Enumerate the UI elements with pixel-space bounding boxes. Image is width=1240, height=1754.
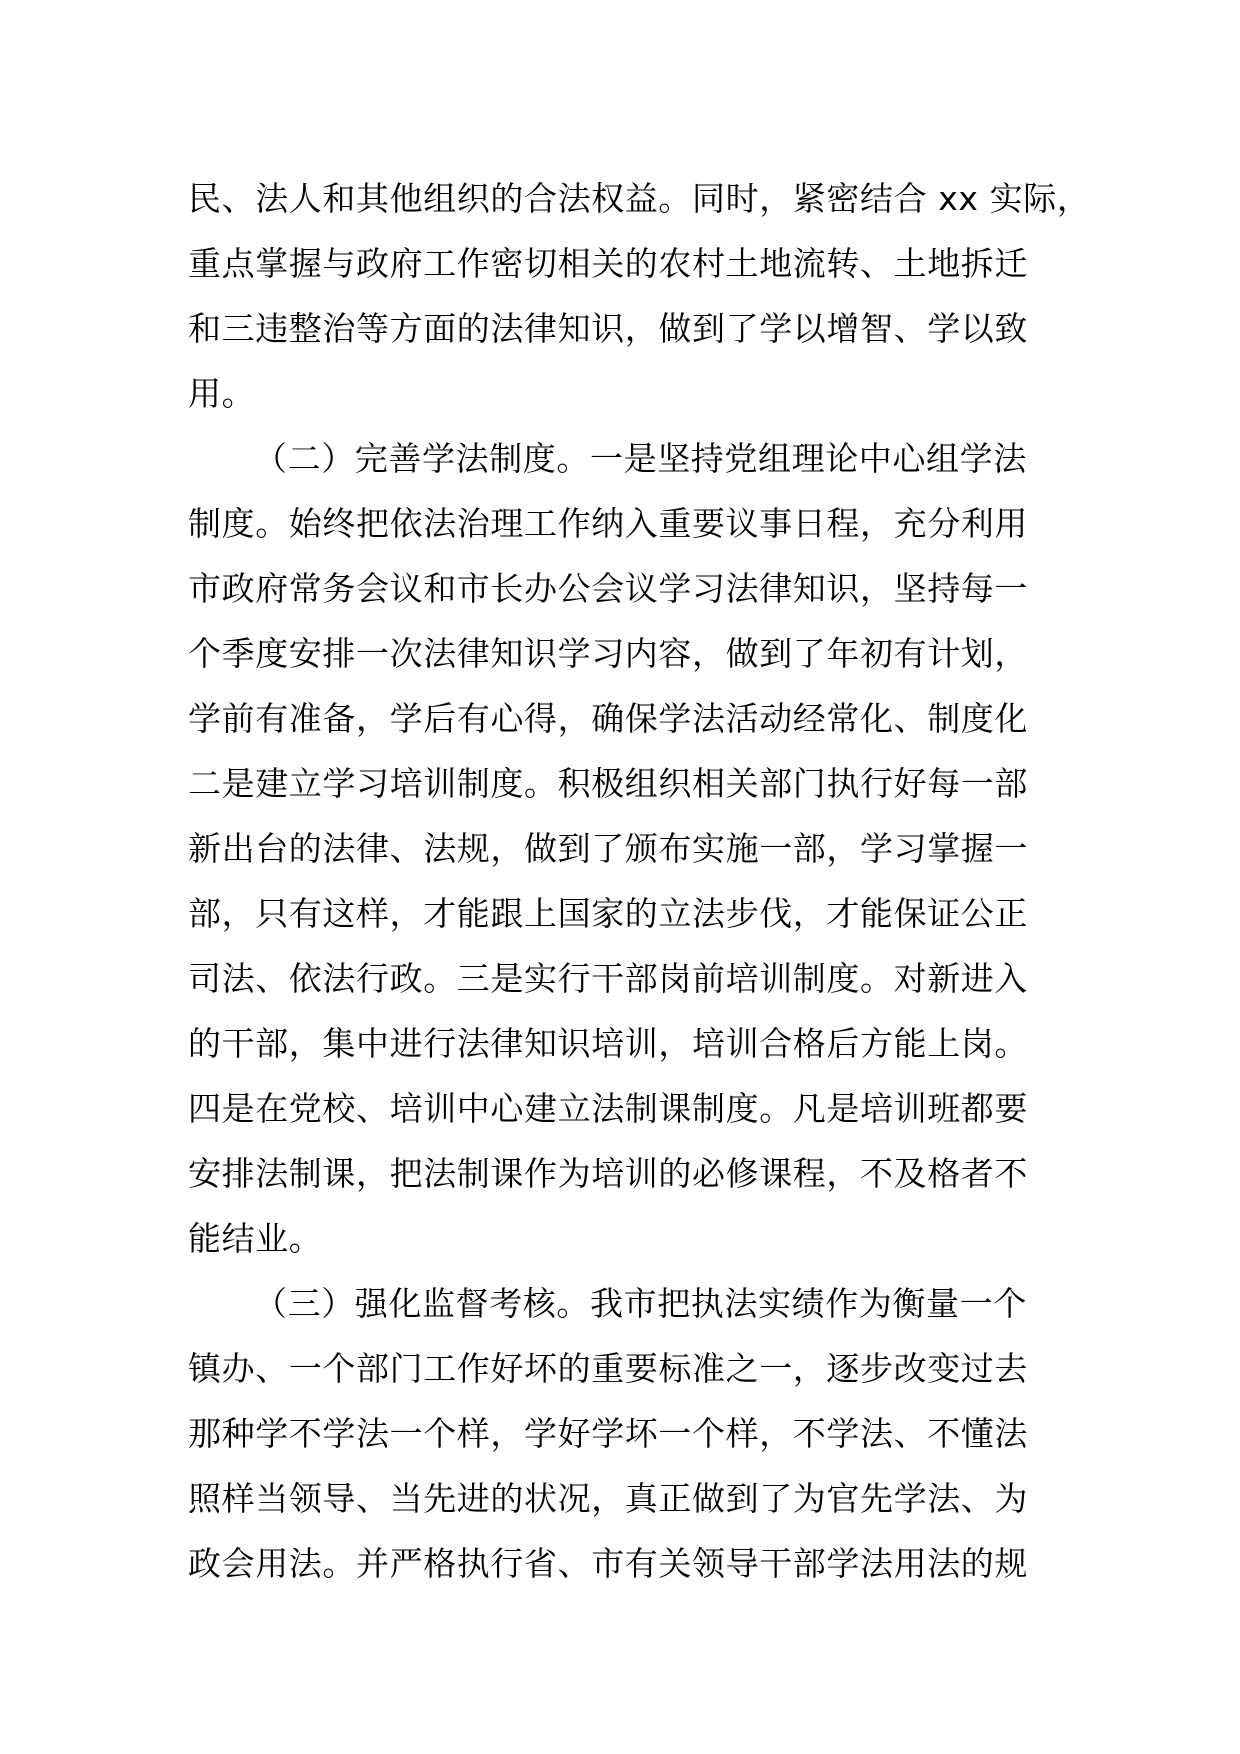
- text-line: 市政府常务会议和市长办公会议学习法律知识，坚持每一: [188, 569, 1028, 608]
- text-line: 和三违整治等方面的法律知识，做到了学以增智、学以致: [188, 309, 1028, 348]
- text-line: 用。: [188, 374, 256, 413]
- text-line: 照样当领导、当先进的状况，真正做到了为官先学法、为: [188, 1479, 1028, 1518]
- text-line: 能结业。: [188, 1219, 323, 1258]
- text-line: 四是在党校、培训中心建立法制课制度。凡是培训班都要: [188, 1089, 1028, 1128]
- text-line: 重点掌握与政府工作密切相关的农村土地流转、土地拆迁: [188, 244, 1028, 283]
- body-text: [188, 166, 1091, 1596]
- text-line: 那种学不学法一个样，学好学坏一个样，不学法、不懂法: [188, 1414, 1028, 1453]
- text-line: 学前有准备，学后有心得，确保学法活动经常化、制度化: [188, 699, 1028, 738]
- text-line: 新出台的法律、法规，做到了颁布实施一部，学习掌握一: [188, 829, 1028, 868]
- section-heading-line: （三）强化监督考核。我市把执法实绩作为衡量一个: [254, 1284, 1027, 1323]
- text-line: 个季度安排一次法律知识学习内容，做到了年初有计划，: [188, 634, 1028, 673]
- text-line: 二是建立学习培训制度。积极组织相关部门执行好每一部: [188, 764, 1028, 803]
- text-line: 司法、依法行政。三是实行干部岗前培训制度。对新进入: [188, 959, 1028, 998]
- text-line: 政会用法。并严格执行省、市有关领导干部学法用法的规: [188, 1544, 1028, 1583]
- text-line: 部，只有这样，才能跟上国家的立法步伐，才能保证公正: [188, 894, 1028, 933]
- text-line: 制度。始终把依法治理工作纳入重要议事日程，充分利用: [188, 504, 1028, 543]
- text-line: 安排法制课，把法制课作为培训的必修课程，不及格者不: [188, 1154, 1028, 1193]
- section-heading-line: （二）完善学法制度。一是坚持党组理论中心组学法: [254, 439, 1027, 478]
- text-line: 镇办、一个部门工作好坏的重要标准之一，逐步改变过去: [188, 1349, 1028, 1388]
- text-line: 的干部，集中进行法律知识培训，培训合格后方能上岗。: [188, 1024, 1028, 1063]
- text-line: 民、法人和其他组织的合法权益。同时，紧密结合 xx 实际，: [188, 179, 1091, 218]
